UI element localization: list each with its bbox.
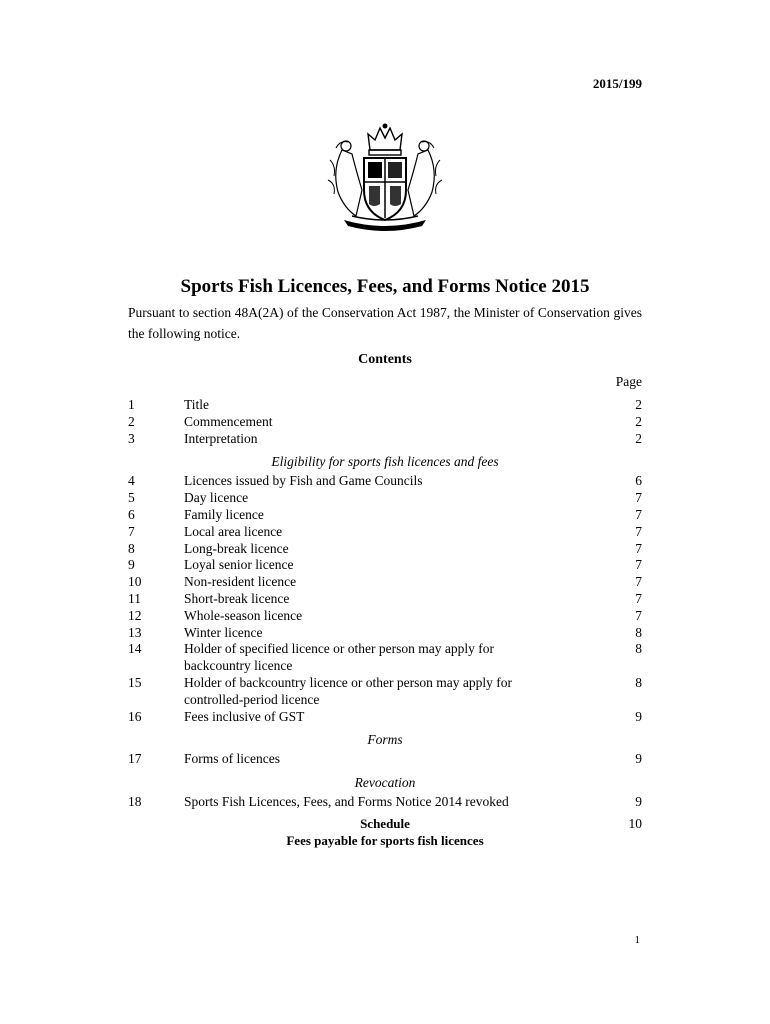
toc-entry-page: 6 <box>635 473 642 489</box>
toc-entry-title: Short-break licence <box>184 591 290 606</box>
schedule-subtitle: Fees payable for sports fish licences <box>286 833 484 848</box>
toc-entry-page: 7 <box>635 557 642 573</box>
toc-entry-page: 2 <box>635 430 642 446</box>
preamble: Pursuant to section 48A(2A) of the Conservation Act 1987, the Minister of Conservation gives the following notice. <box>128 305 642 341</box>
toc-entry-page: 7 <box>635 591 642 606</box>
toc-entry-page: 9 <box>635 751 642 767</box>
toc-entry-page: 7 <box>635 523 642 539</box>
toc-entry-title: Loyal senior licence <box>184 557 294 573</box>
toc-entry-number: 5 <box>128 490 135 506</box>
schedule-label: Schedule <box>360 816 410 831</box>
toc-entry-number: 17 <box>128 751 142 767</box>
toc-entry-number: 9 <box>128 557 135 573</box>
toc-entry-title: Local area licence <box>184 523 283 539</box>
toc-entry-title: Commencement <box>184 413 273 429</box>
contents-heading: Contents <box>358 352 412 367</box>
toc-entry-number: 1 <box>128 397 135 412</box>
toc-entry-number: 10 <box>128 574 142 590</box>
toc-entry-title: Day licence <box>184 490 249 506</box>
coat-of-arms-icon <box>322 120 448 232</box>
toc-entry-title: Holder of backcountry licence or other person may apply for controlled-period licence <box>184 675 513 707</box>
toc-entry-number: 12 <box>128 607 142 623</box>
toc-entry-title: Title <box>184 397 210 412</box>
toc-section-heading: Forms <box>367 732 403 748</box>
toc-entry-title: Long-break licence <box>184 540 289 556</box>
toc-entry-title: Non-resident licence <box>184 574 297 590</box>
toc-entry-page: 9 <box>635 708 642 724</box>
document-title: Sports Fish Licences, Fees, and Forms Notice 2015 <box>180 276 590 297</box>
toc-entry-number: 14 <box>128 641 142 657</box>
toc-entry-number: 7 <box>128 523 135 539</box>
toc-entry-number: 15 <box>128 675 142 690</box>
toc-entry-title: Fees inclusive of GST <box>184 708 305 724</box>
toc-entry-page: 9 <box>635 794 642 810</box>
toc-entry-page: 2 <box>635 413 642 429</box>
toc-entry-page: 7 <box>635 574 642 590</box>
toc-entry-number: 18 <box>128 794 142 810</box>
toc-entry-number: 4 <box>128 473 135 489</box>
toc-entry-number: 2 <box>128 413 135 429</box>
toc-entry-title: Interpretation <box>184 430 258 446</box>
toc-section-heading: Revocation <box>354 775 416 791</box>
toc-entry-number: 13 <box>128 624 142 640</box>
toc-entry-page: 8 <box>635 624 642 640</box>
toc-entry-number: 11 <box>128 591 141 606</box>
toc-entry-number: 8 <box>128 540 135 556</box>
toc-entry-page: 8 <box>635 641 642 657</box>
toc-entry-title: Winter licence <box>184 624 263 640</box>
toc-entry-number: 16 <box>128 708 142 724</box>
toc-entry-title: Whole-season licence <box>184 607 303 623</box>
toc-entry-page: 8 <box>635 675 642 690</box>
toc-entry-title: Holder of specified licence or other person may apply for backcountry licence <box>184 641 495 674</box>
toc-entry-number: 6 <box>128 507 135 522</box>
toc-entry-page: 7 <box>635 490 642 506</box>
toc-entry-page: 7 <box>635 540 642 556</box>
schedule-page: 10 <box>628 816 642 831</box>
toc-entry-title: Sports Fish Licences, Fees, and Forms Notice 2014 revoked <box>184 794 509 810</box>
toc-entry-page: 7 <box>635 507 642 522</box>
page-column-label: Page <box>615 374 642 389</box>
toc-entry-title: Family licence <box>184 507 264 522</box>
toc-entry-page: 7 <box>635 607 642 623</box>
document-reference: 2015/199 <box>592 76 642 91</box>
toc-entry-page: 2 <box>635 397 642 412</box>
toc-section-heading: Eligibility for sports fish licences and fees <box>271 454 499 470</box>
toc-entry-number: 3 <box>128 430 135 446</box>
toc-entry-title: Forms of licences <box>184 751 280 767</box>
page-number: 1 <box>634 934 640 946</box>
toc-entry-title: Licences issued by Fish and Game Councils <box>184 473 423 489</box>
